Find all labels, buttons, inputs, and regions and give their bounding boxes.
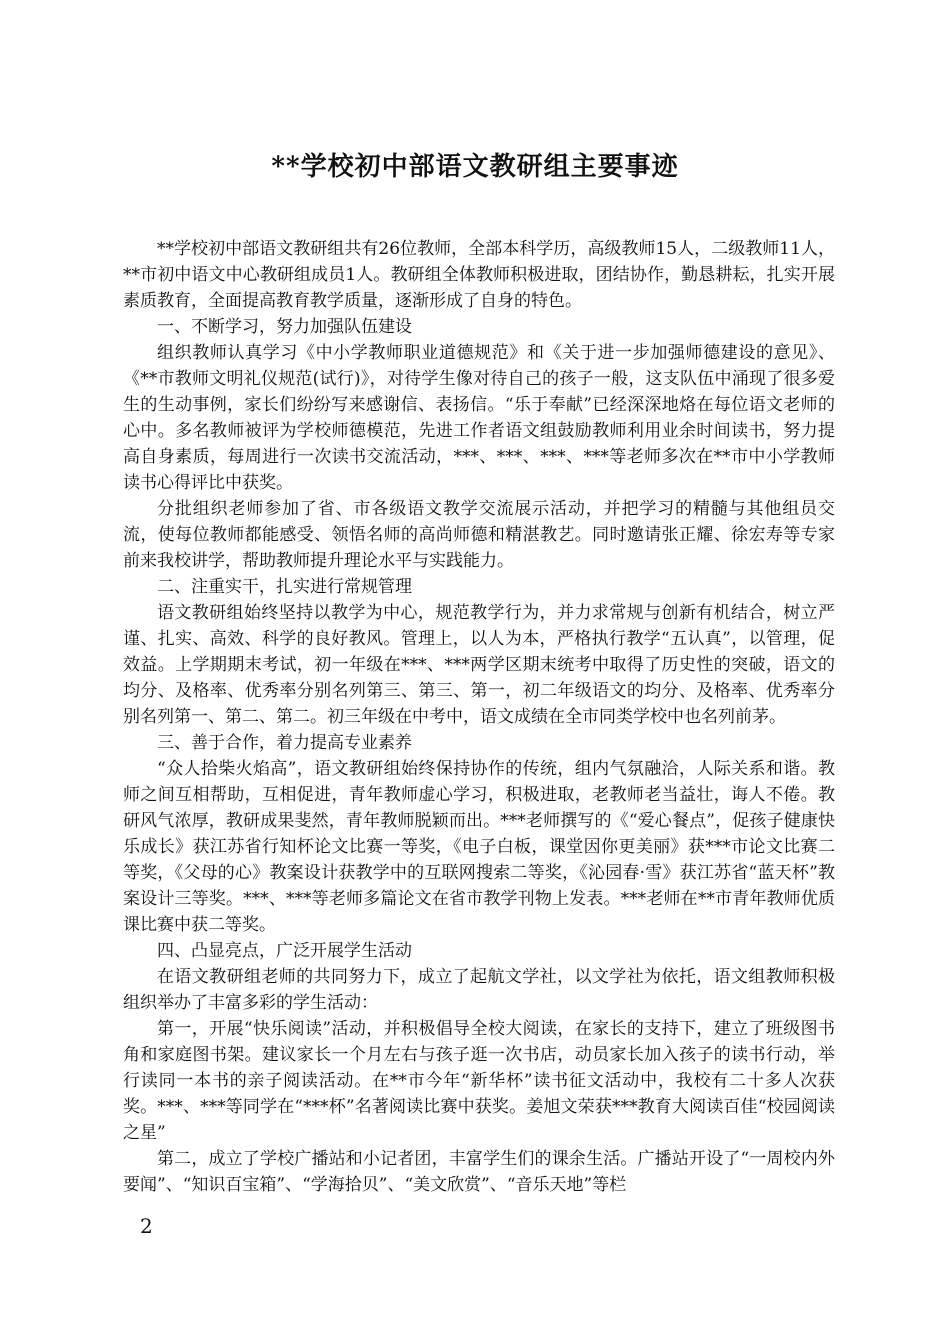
paragraph: “众人拾柴火焰高”，语文教研组始终保持协作的传统，组内气氛融洽，人际关系和谐。教师之间互相帮助，互相促进，青年教师虚心学习，积极进取，老教师老当益壮，诲人不倦。教研风气浓厚，教研成果斐然，青年教师脱颖而出。***老师撰写的《“爱心餐点”，促孩子健康快乐成长》获江苏省行知杯论文比赛一等奖，《电子白板，课堂因你更美丽》获***市论文比赛二等奖，《父母的心》教案设计获教学中的互联网搜索二等奖，《沁园春·雪》获江苏省“蓝天杯”教案设计三等奖。***、***等老师多篇论文在省市教学刊物上发表。***老师在**市青年教师优质课比赛中获二等奖。 <box>123 759 835 935</box>
paragraph: 第二，成立了学校广播站和小记者团，丰富学生们的课余生活。广播站开设了“一周校内外要闻”、“知识百宝箱”、“学海拾贝”、“美文欣赏”、“音乐天地”等栏 <box>123 1149 835 1195</box>
page-number: 2 <box>140 1214 153 1238</box>
section-heading-2: 二、注重实干，扎实进行常规管理 <box>157 577 412 597</box>
paragraph: 第一，开展“快乐阅读”活动，并积极倡导全校大阅读，在家长的支持下，建立了班级图书角和家庭图书架。建议家长一个月左右与孩子逛一次书店，动员家长加入孩子的读书行动，举行读同一本书的亲子阅读活动。在**市今年“新华杯”读书征文活动中，我校有二十多人次获奖。***、***等同学在“***杯”名著阅读比赛中获奖。姜旭文荣获***教育大阅读百佳“校园阅读之星” <box>123 1019 835 1143</box>
paragraph: 分批组织老师参加了省、市各级语文教学交流展示活动，并把学习的精髓与其他组员交流，使每位教师都能感受、领悟名师的高尚师德和精湛教艺。同时邀请张正耀、徐宏寿等专家前来我校讲学，帮助教师提升理论水平与实践能力。 <box>123 499 835 571</box>
document-body <box>123 236 835 1198</box>
paragraph-intro: **学校初中部语文教研组共有26位教师，全部本科学历，高级教师15人，二级教师11人，**市初中语文中心教研组成员1人。教研组全体教师积极进取，团结协作，勤恳耕耘，扎实开展素质教育，全面提高教育教学质量，逐渐形成了自身的特色。 <box>123 239 835 311</box>
section-heading-3: 三、善于合作，着力提高专业素养 <box>157 733 412 753</box>
section-heading-1: 一、不断学习，努力加强队伍建设 <box>157 317 412 337</box>
paragraph: 在语文教研组老师的共同努力下，成立了起航文学社，以文学社为依托，语文组教师积极组织举办了丰富多彩的学生活动： <box>123 967 835 1013</box>
paragraph: 语文教研组始终坚持以教学为中心，规范教学行为，并力求常规与创新有机结合，树立严谨、扎实、高效、科学的良好教风。管理上，以人为本，严格执行教学“五认真”，以管理，促效益。上学期期末考试，初一年级在***、***两学区期末统考中取得了历史性的突破，语文的均分、及格率、优秀率分别名列第三、第三、第一，初二年级语文的均分、及格率、优秀率分别名列第一、第二、第二。初三年级在中考中，语文成绩在全市同类学校中也名列前茅。 <box>123 603 835 727</box>
section-heading-4: 四、凸显亮点，广泛开展学生活动 <box>157 941 412 961</box>
paragraph: 组织教师认真学习《中小学教师职业道德规范》和《关于进一步加强师德建设的意见》、《**市教师文明礼仪规范(试行)》，对待学生像对待自己的孩子一般，这支队伍中涌现了很多爱生的生动事例，家长们纷纷写来感谢信、表扬信。“乐于奉献”已经深深地烙在每位语文老师的心中。多名教师被评为学校师德模范，先进工作者语文组鼓励教师利用业余时间读书，努力提高自身素质，每周进行一次读书交流活动，***、***、***、***等老师多次在**市中小学教师读书心得评比中获奖。 <box>123 343 835 493</box>
document-title: **学校初中部语文教研组主要事迹 <box>271 152 679 182</box>
